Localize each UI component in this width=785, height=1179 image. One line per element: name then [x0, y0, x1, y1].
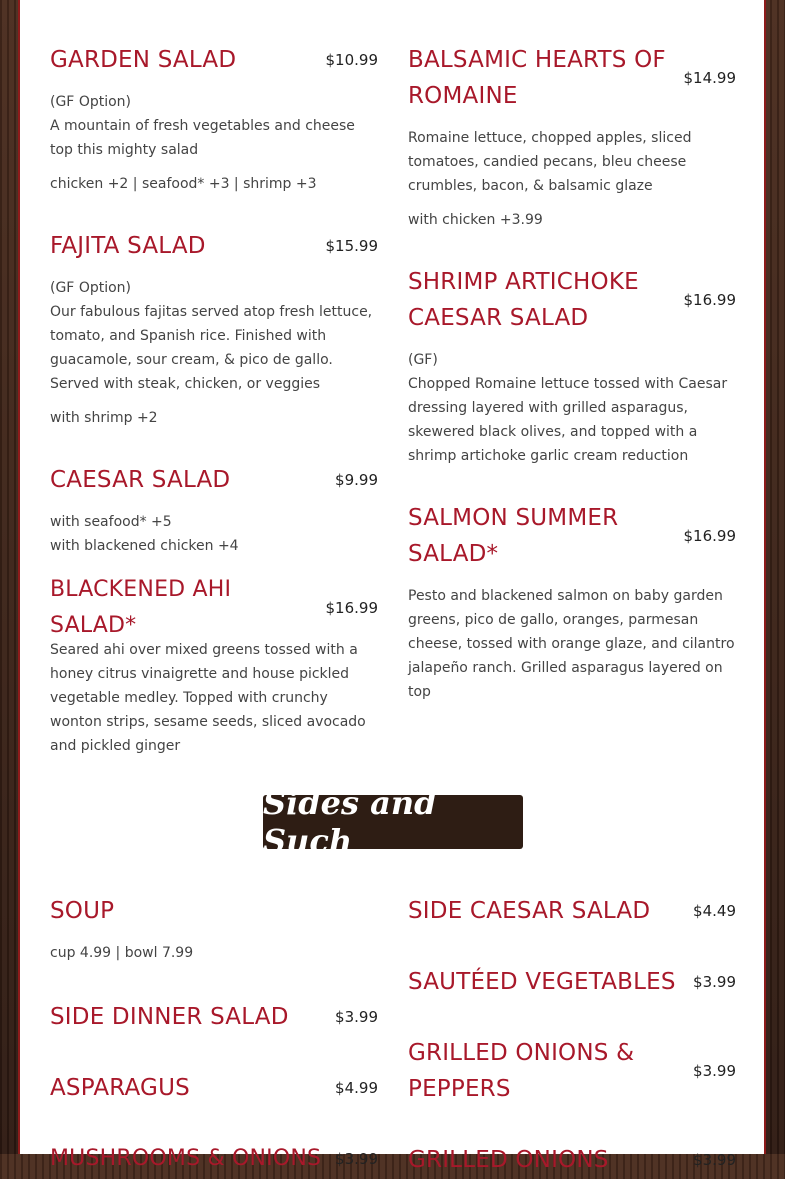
item-title: GRILLED ONIONS	[408, 1147, 609, 1173]
item-price: $14.99	[683, 69, 736, 87]
item-title: SIDE CAESAR SALAD	[408, 898, 651, 924]
item-price: $16.99	[683, 527, 736, 545]
menu-item	[50, 41, 378, 196]
item-price: $16.99	[683, 291, 736, 309]
menu-item	[408, 892, 736, 930]
item-title: SHRIMP ARTICHOKE CAESAR SALAD	[408, 269, 639, 331]
item-price: $3.99	[693, 1062, 736, 1080]
item-title: SAUTÉED VEGETABLES	[408, 969, 676, 995]
item-title: GARDEN SALAD	[50, 47, 237, 73]
menu-item	[408, 499, 736, 704]
item-title: FAJITA SALAD	[50, 233, 206, 259]
item-title: ASPARAGUS	[50, 1075, 190, 1101]
item-title: CAESAR SALAD	[50, 467, 231, 493]
item-description	[408, 126, 736, 198]
sides-left-column	[50, 892, 378, 1178]
item-note: (GF Option)	[50, 280, 131, 296]
item-price: $3.99	[693, 1151, 736, 1169]
menu-page	[18, 0, 766, 1173]
item-price: $16.99	[325, 599, 378, 617]
item-text: Seared ahi over mixed greens tossed with a honey citrus vinaigrette and house pickled vegetable medley. Topped with crunchy wonton strips, sesame seeds, sliced avocado and pickled ginger	[50, 642, 366, 754]
item-title: SALMON SUMMER SALAD*	[408, 505, 619, 567]
menu-item	[408, 1034, 736, 1108]
salads-right-column	[408, 41, 736, 704]
menu-item	[408, 263, 736, 468]
item-price: $3.99	[693, 973, 736, 991]
item-note: (GF Option)	[50, 94, 131, 110]
item-text: cup 4.99 | bowl 7.99	[50, 945, 194, 961]
menu-item	[50, 1140, 378, 1178]
item-addons: with chicken +3.99	[408, 212, 543, 228]
item-note: (GF)	[408, 352, 438, 368]
menu-item	[50, 998, 378, 1036]
item-title: BALSAMIC HEARTS OF ROMAINE	[408, 47, 666, 109]
menu-item	[50, 1069, 378, 1107]
section-title: Sides and Such	[263, 784, 437, 860]
menu-item	[408, 1141, 736, 1179]
menu-item	[50, 577, 378, 758]
menu-item	[50, 227, 378, 430]
item-text: A mountain of fresh vegetables and cheese top this mighty salad	[50, 118, 355, 158]
item-description	[408, 348, 736, 468]
item-text: with seafood* +5	[50, 514, 172, 530]
item-description	[50, 638, 378, 758]
section-banner-sides	[263, 784, 523, 860]
item-addons: with shrimp +2	[50, 410, 158, 426]
item-description	[50, 276, 378, 396]
item-text: Romaine lettuce, chopped apples, sliced tomatoes, candied pecans, bleu cheese crumbles, bacon, & balsamic glaze	[408, 130, 692, 194]
item-text: Our fabulous fajitas served atop fresh lettuce, tomato, and Spanish rice. Finished with guacamole, sour cream, & pico de gallo. Served with steak, chicken, or veggies	[50, 304, 373, 392]
item-title: BLACKENED AHI SALAD*	[50, 577, 232, 638]
item-text: with blackened chicken +4	[50, 538, 239, 554]
item-title: GRILLED ONIONS & PEPPERS	[408, 1040, 635, 1102]
item-price: $15.99	[325, 237, 378, 255]
item-title: MUSHROOMS & ONIONS	[50, 1146, 322, 1171]
menu-item	[408, 963, 736, 1001]
item-description	[50, 90, 378, 162]
item-title: SIDE DINNER SALAD	[50, 1004, 289, 1030]
item-price: $3.99	[335, 1150, 378, 1168]
salads-left-column	[50, 41, 378, 758]
item-addons: chicken +2 | seafood* +3 | shrimp +3	[50, 176, 317, 192]
item-text: Chopped Romaine lettuce tossed with Caesar dressing layered with grilled asparagus, skewered black olives, and topped with a shrimp artichoke garlic cream reduction	[408, 376, 728, 464]
menu-item	[50, 461, 378, 558]
menu-item	[50, 892, 378, 965]
item-description	[408, 584, 736, 704]
item-price: $4.99	[335, 1079, 378, 1097]
item-price: $4.49	[693, 902, 736, 920]
item-price: $3.99	[335, 1008, 378, 1026]
item-description	[50, 941, 378, 965]
item-description	[50, 510, 378, 558]
sides-right-column	[408, 892, 736, 1179]
item-title: SOUP	[50, 898, 115, 924]
item-price: $9.99	[335, 471, 378, 489]
item-text: Pesto and blackened salmon on baby garden greens, pico de gallo, oranges, parmesan cheese, tossed with orange glaze, and cilantro jalapeño ranch. Grilled asparagus layered on top	[408, 588, 735, 700]
menu-item	[408, 41, 736, 232]
item-price: $10.99	[325, 51, 378, 69]
